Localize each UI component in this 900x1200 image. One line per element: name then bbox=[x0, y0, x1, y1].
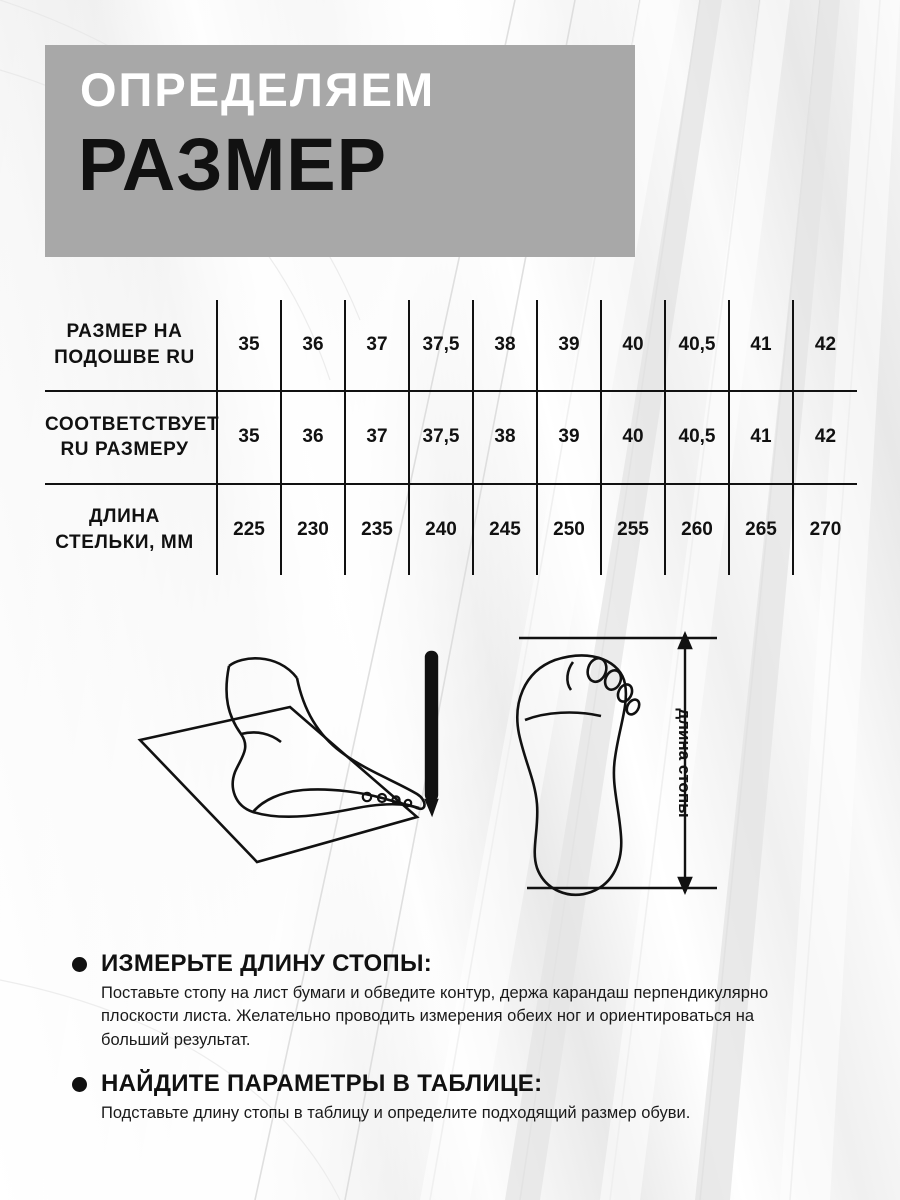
cell: 38 bbox=[473, 391, 537, 484]
cell: 40 bbox=[601, 391, 665, 484]
pencil-icon bbox=[426, 652, 437, 814]
note-title bbox=[72, 1070, 852, 1098]
row-label-insole-length: ДЛИНА СТЕЛЬКИ, ММ bbox=[45, 484, 217, 575]
cell: 235 bbox=[345, 484, 409, 575]
note-body-text: Подставьте длину стопы в таблицу и определите подходящий размер обуви. bbox=[101, 1104, 691, 1123]
cell: 40 bbox=[601, 300, 665, 391]
cell: 36 bbox=[281, 300, 345, 391]
size-table-wrapper bbox=[45, 300, 857, 575]
cell: 42 bbox=[793, 300, 857, 391]
cell: 250 bbox=[537, 484, 601, 575]
table-row bbox=[45, 484, 857, 575]
note-title bbox=[72, 950, 852, 978]
cell: 36 bbox=[281, 391, 345, 484]
length-caption: длина стопы bbox=[675, 708, 694, 818]
cell: 37 bbox=[345, 300, 409, 391]
cell: 40,5 bbox=[665, 391, 729, 484]
size-table bbox=[45, 300, 857, 575]
cell: 225 bbox=[217, 484, 281, 575]
cell: 255 bbox=[601, 484, 665, 575]
footprint-outline-icon bbox=[517, 656, 641, 895]
cell: 260 bbox=[665, 484, 729, 575]
bullet-icon bbox=[72, 957, 87, 972]
note-title-text: ИЗМЕРЬТЕ ДЛИНУ СТОПЫ: bbox=[101, 950, 433, 977]
cell: 39 bbox=[537, 300, 601, 391]
note-title-text: НАЙДИТЕ ПАРАМЕТРЫ В ТАБЛИЦЕ: bbox=[101, 1070, 543, 1098]
cell: 265 bbox=[729, 484, 793, 575]
cell: 38 bbox=[473, 300, 537, 391]
cell: 41 bbox=[729, 391, 793, 484]
cell: 40,5 bbox=[665, 300, 729, 391]
cell: 240 bbox=[409, 484, 473, 575]
note-body-text: Поставьте стопу на лист бумаги и обведите контур, держа карандаш перпендикулярно плоскости листа. Желательно проводить измерения обеих ног и ориентироваться на больший результат. bbox=[101, 984, 769, 1049]
note-measure-foot bbox=[72, 950, 852, 1052]
cell: 270 bbox=[793, 484, 857, 575]
table-row bbox=[45, 391, 857, 484]
cell: 230 bbox=[281, 484, 345, 575]
instructions bbox=[72, 950, 852, 1144]
cell: 37 bbox=[345, 391, 409, 484]
row-label-ru-size: СООТВЕТСТВУЕТ RU РАЗМЕРУ bbox=[45, 391, 217, 484]
cell: 42 bbox=[793, 391, 857, 484]
note-find-in-table bbox=[72, 1070, 852, 1125]
header-title-line1: ОПРЕДЕЛЯЕМ bbox=[80, 63, 436, 116]
cell: 35 bbox=[217, 391, 281, 484]
cell: 35 bbox=[217, 300, 281, 391]
cell: 39 bbox=[537, 391, 601, 484]
table-row bbox=[45, 300, 857, 391]
bullet-icon bbox=[72, 1077, 87, 1092]
cell: 37,5 bbox=[409, 300, 473, 391]
cell: 37,5 bbox=[409, 391, 473, 484]
cell: 41 bbox=[729, 300, 793, 391]
header-title-line2: РАЗМЕР bbox=[78, 123, 388, 206]
cell: 245 bbox=[473, 484, 537, 575]
foot-on-paper-icon bbox=[140, 658, 425, 862]
row-label-sole-size: РАЗМЕР НА ПОДОШВЕ RU bbox=[45, 300, 217, 391]
measurement-illustration bbox=[45, 600, 857, 920]
